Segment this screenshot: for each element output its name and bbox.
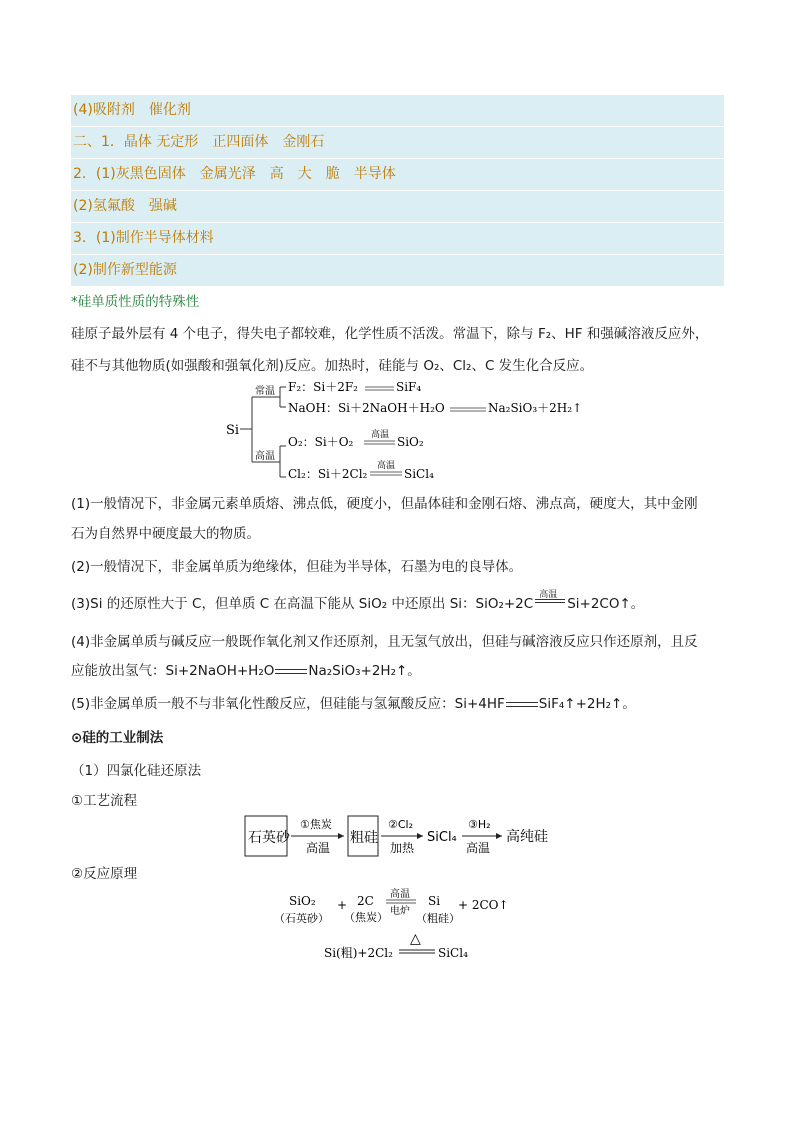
condition-high-temp: 高温 — [377, 461, 396, 471]
reaction-cl2-product: SiCl₄ — [404, 467, 434, 481]
condition-high-temp: 高温 — [371, 430, 390, 440]
eq1-reactant-c: 2C — [357, 894, 374, 908]
equals-arrow — [533, 590, 567, 614]
flow-box-crude-silicon: 粗硅 — [350, 830, 378, 846]
tree-root: Si — [226, 423, 240, 438]
point-1: (1)一般情况下，非金属元素单质熔、沸点低，硬度小，但晶体硅和金刚石熔、沸点高，硬度大，其中金刚 — [71, 496, 698, 512]
equals-sign — [506, 702, 538, 707]
section-heading-industrial: ⊙硅的工业制法 — [71, 730, 164, 746]
reaction-tree-diagram — [222, 378, 583, 486]
process-flow-label: ①工艺流程 — [71, 793, 138, 809]
reaction-o2-product: SiO₂ — [397, 435, 424, 449]
method-title: （1）四氯化硅还原法 — [71, 763, 202, 779]
eq1-condition-high-temp: 高温 — [390, 889, 410, 900]
answer-line: 2．(1)灰黑色固体 金属光泽 高 大 脆 半导体 — [71, 159, 724, 191]
branch-label-room-temp: 常温 — [255, 386, 275, 397]
condition-high-temp: 高温 — [539, 590, 558, 600]
eq2-product: SiCl₄ — [438, 946, 468, 960]
arrow-bottom-high-temp: 高温 — [306, 841, 331, 855]
eq1-reactant-note: （焦炭） — [344, 911, 388, 924]
arrow-top-cl2: ②Cl₂ — [388, 818, 414, 831]
arrow-top-h2: ③H₂ — [468, 818, 491, 831]
answer-line: 二、1．晶体 无定形 正四面体 金刚石 — [71, 127, 724, 159]
answer-line: (4)吸附剂 催化剂 — [71, 95, 724, 127]
reaction-principle-label: ②反应原理 — [71, 866, 138, 882]
point-5 — [71, 694, 636, 714]
eq1-product-note: （粗硅） — [416, 912, 460, 925]
branch-label-high-temp: 高温 — [255, 451, 275, 462]
point-3 — [71, 590, 645, 614]
answer-line: 3．(1)制作半导体材料 — [71, 223, 724, 255]
paragraph-intro: 硅不与其他物质(如强酸和强氧化剂)反应。加热时，硅能与 O₂、Cl₂、C 发生化合反应。 — [71, 358, 594, 374]
eq1-plus: + — [337, 898, 348, 912]
point-4: (4)非金属单质与碱反应一般既作氧化剂又作还原剂，且无氢气放出，但硅与碱溶液反应只作还原剂，且反 — [71, 634, 698, 650]
flow-pure-silicon: 高纯硅 — [506, 829, 548, 845]
answer-box — [71, 95, 724, 286]
arrow-bottom-heat: 加热 — [390, 841, 415, 855]
eq2-condition-heat: △ — [410, 931, 421, 947]
reaction-equation-1 — [270, 886, 520, 932]
reaction-f2: F₂：Si＋2F₂ — [288, 380, 358, 394]
section-heading-special: *硅单质性质的特殊性 — [71, 294, 200, 310]
paragraph-intro: 硅原子最外层有 4 个电子，得失电子都较难，化学性质不活泼。常温下，除与 F₂、HF 和强碱溶液反应外， — [71, 326, 709, 342]
point-3-product: Si+2CO↑。 — [567, 596, 645, 612]
flow-sicl4: SiCl₄ — [427, 830, 457, 845]
eq1-product-si: Si — [428, 894, 441, 908]
point-5-product: SiF₄↑+2H₂↑。 — [538, 696, 636, 712]
point-4-cont — [71, 661, 421, 681]
equals-sign — [275, 669, 307, 674]
arrow-top-coke: ①焦炭 — [300, 818, 332, 831]
eq1-reactant-sio2: SiO₂ — [289, 894, 316, 908]
eq1-product-co: + 2CO↑ — [458, 898, 509, 912]
eq1-condition-furnace: 电炉 — [390, 906, 410, 917]
arrow-bottom-high-temp: 高温 — [466, 841, 491, 855]
point-4-product: Na₂SiO₃+2H₂↑。 — [308, 663, 421, 679]
answer-line: (2)制作新型能源 — [73, 262, 177, 278]
reaction-naoh-product: Na₂SiO₃＋2H₂↑ — [488, 401, 583, 415]
answer-line: (2)氢氟酸 强碱 — [71, 191, 724, 223]
reaction-cl2: Cl₂：Si＋2Cl₂ — [288, 467, 368, 481]
reaction-f2-product: SiF₄ — [396, 380, 422, 394]
point-4-text: 应能放出氢气：Si+2NaOH+H₂O — [71, 663, 275, 679]
point-3-text: (3)Si 的还原性大于 C，但单质 C 在高温下能从 SiO₂ 中还原出 Si：SiO₂+2C — [71, 596, 534, 612]
eq2-reactants: Si(粗)+2Cl₂ — [324, 946, 393, 960]
reaction-o2: O₂：Si＋O₂ — [288, 435, 354, 449]
eq1-reactant-note: （石英砂） — [274, 912, 329, 925]
point-1-cont: 石为自然界中硬度最大的物质。 — [71, 526, 260, 542]
process-flow-diagram — [240, 808, 570, 864]
point-5-text: (5)非金属单质一般不与非氧化性酸反应，但硅能与氢氟酸反应：Si+4HF — [71, 696, 505, 712]
reaction-equation-2 — [322, 930, 482, 962]
flow-box-quartz: 石英砂 — [248, 830, 290, 846]
reaction-naoh: NaOH：Si＋2NaOH＋H₂O — [288, 401, 445, 415]
point-2: (2)一般情况下，非金属单质为绝缘体，但硅为半导体，石墨为电的良导体。 — [71, 559, 523, 575]
